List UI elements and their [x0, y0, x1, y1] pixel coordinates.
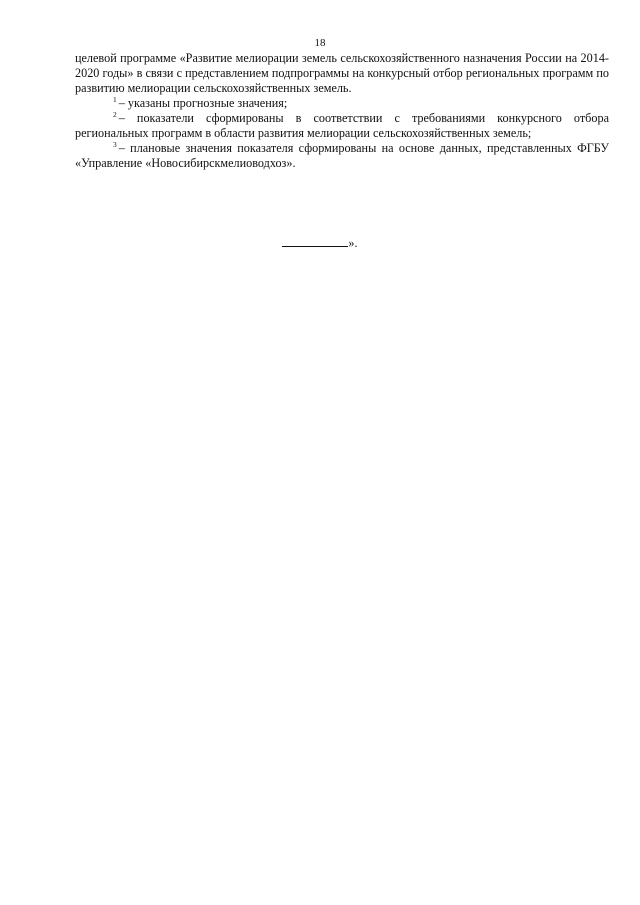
closing-suffix: ». — [348, 236, 358, 250]
footnote-2-mark: 2 — [113, 110, 117, 119]
footnote-3-mark: 3 — [113, 140, 117, 149]
closing-underline — [282, 235, 348, 247]
page-number: 18 — [314, 37, 326, 49]
footnote-1-text: – указаны прогнозные значения; — [118, 96, 288, 110]
footnote-3-text: – плановые значения показателя сформированы на основе данных, представленных ФГБУ «Управление «Новосибирскмелиоводхоз». — [75, 141, 609, 170]
closing-mark — [0, 235, 640, 251]
footnote-1-mark: 1 — [113, 95, 117, 104]
footnote-2 — [75, 111, 609, 141]
footnote-1 — [75, 96, 609, 111]
footnote-3 — [75, 141, 609, 171]
document-body — [75, 51, 609, 171]
intro-paragraph: целевой программе «Развитие мелиорации земель сельскохозяйственного назначения России на 2014-2020 годы» в связи с представлением подпрограммы на конкурсный отбор региональных программ по развитию мелиорации сельскохозяйственных земель. — [75, 51, 609, 95]
footnote-2-text: – показатели сформированы в соответствии с требованиями конкурсного отбора региональных программ в области развития мелиорации сельскохозяйственных земель; — [75, 111, 609, 140]
